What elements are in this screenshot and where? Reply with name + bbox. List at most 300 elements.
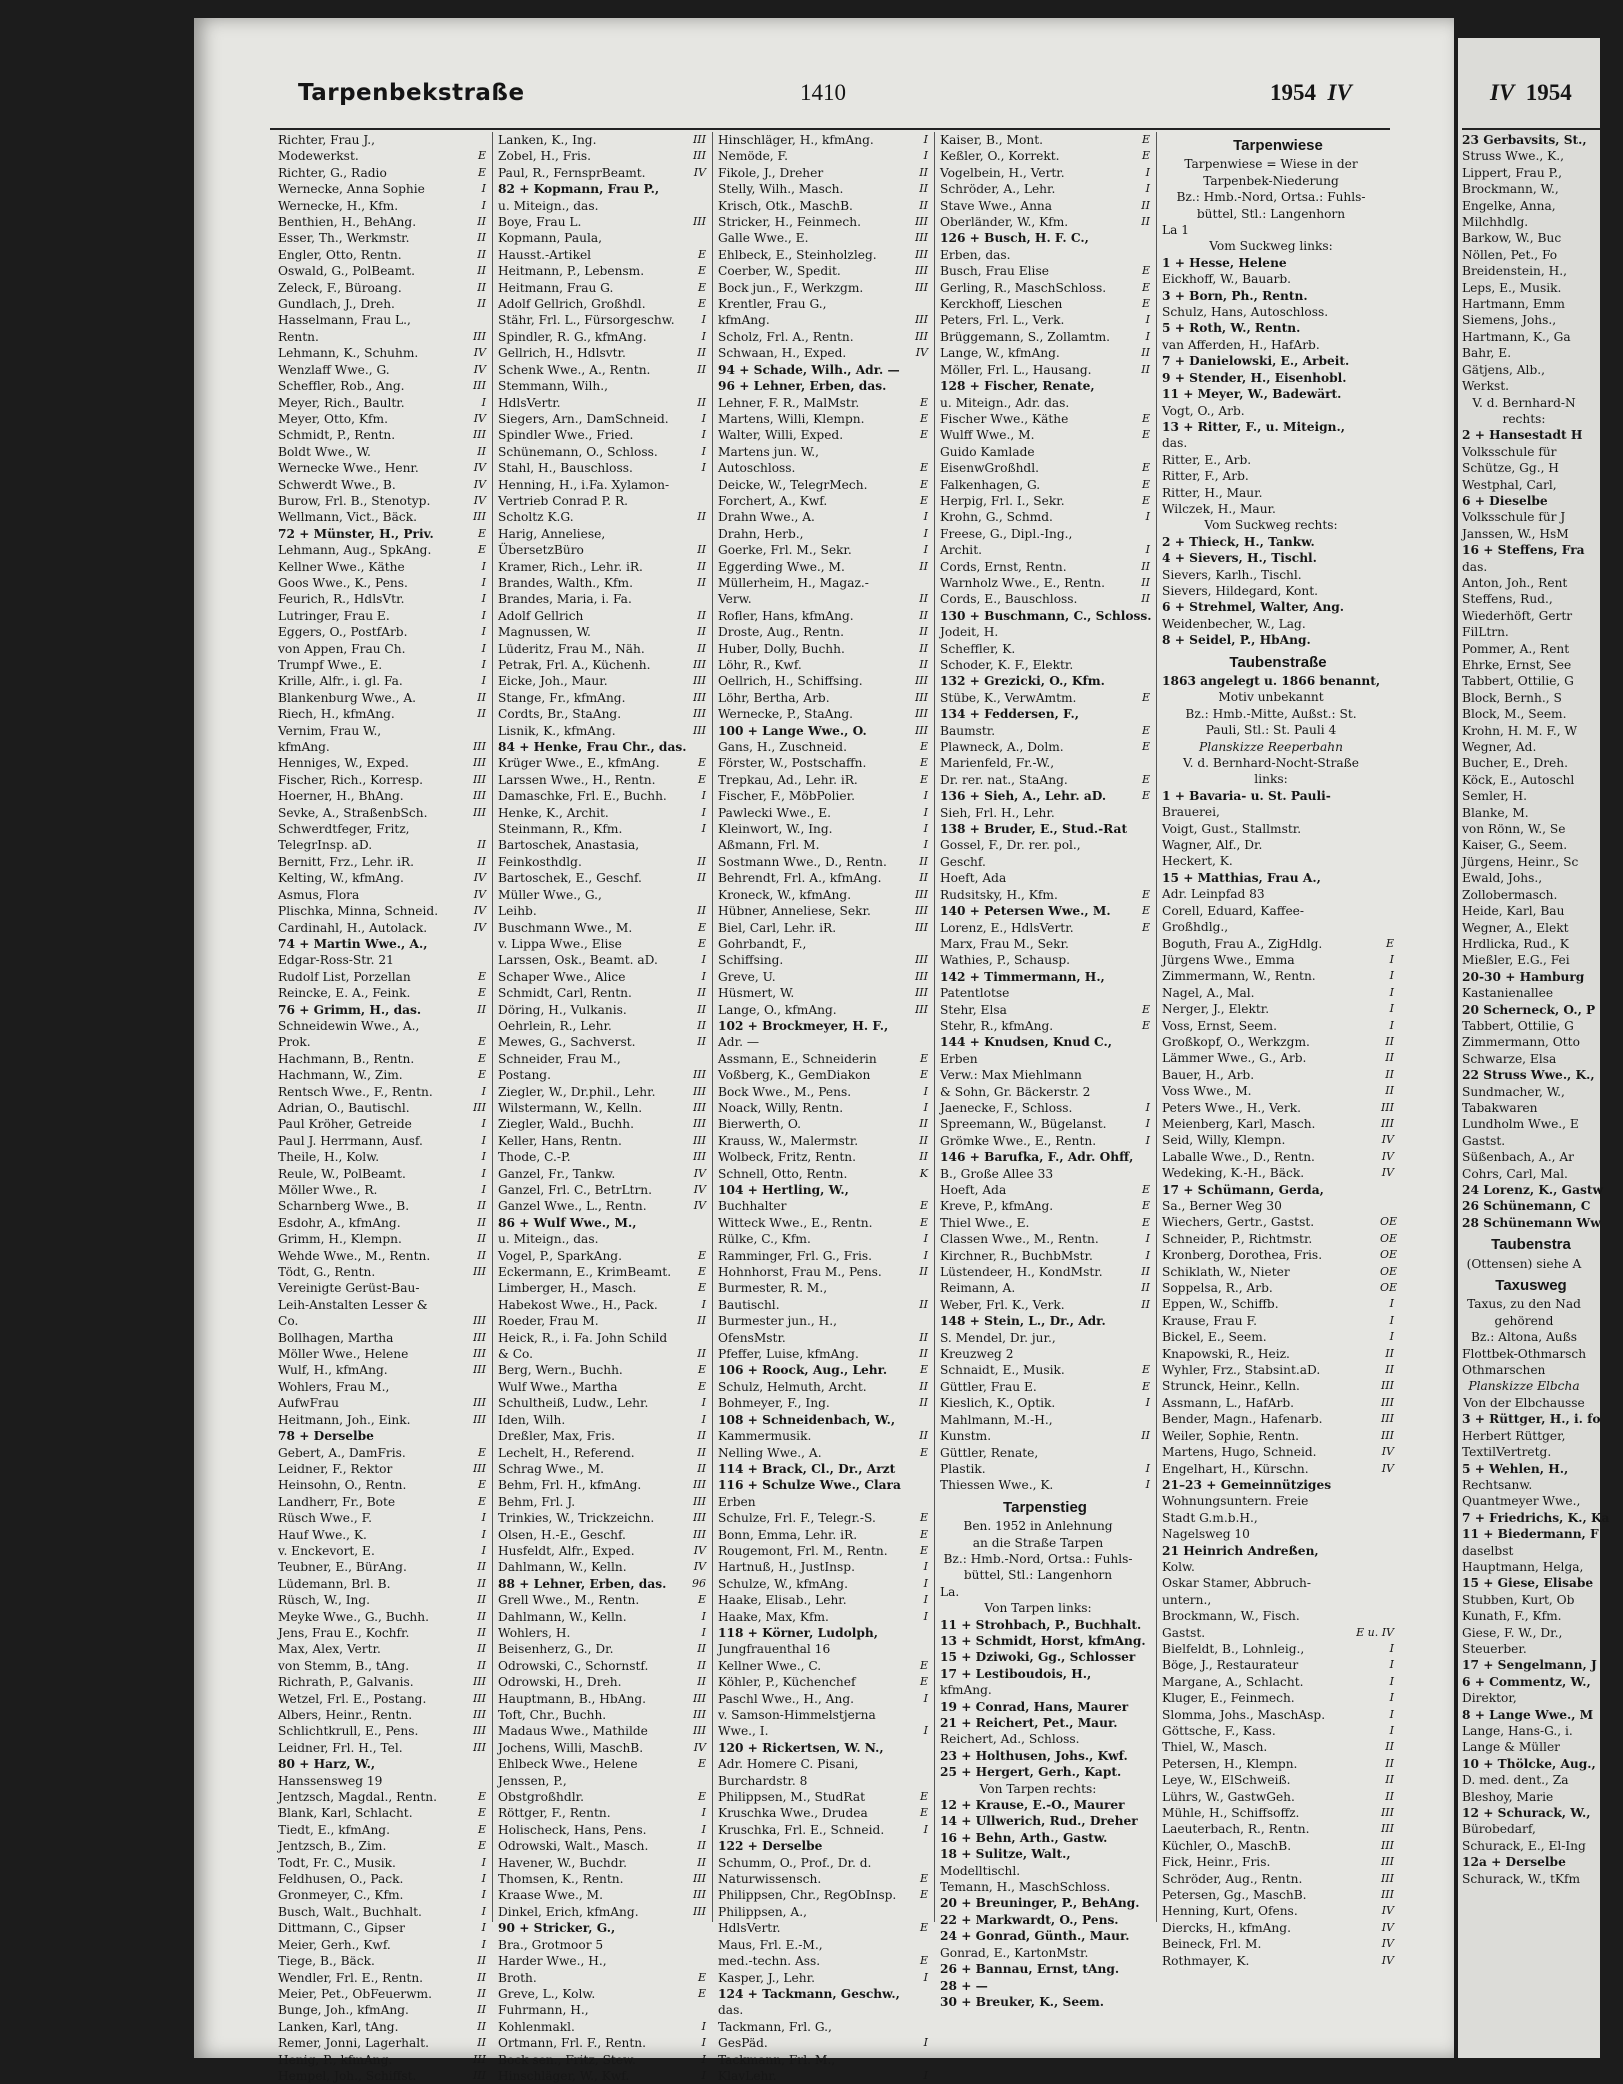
floor-marker bbox=[1586, 1690, 1600, 1706]
floor-marker: III bbox=[692, 723, 706, 737]
entry-text: 22 + Markwardt, O., Pens. bbox=[940, 1912, 1119, 1927]
floor-marker bbox=[1586, 624, 1600, 640]
entry-text: Tödt, G., Rentn. bbox=[278, 1265, 376, 1280]
directory-entry bbox=[278, 1543, 486, 1559]
directory-entry bbox=[1162, 1050, 1394, 1066]
directory-entry bbox=[278, 1313, 486, 1329]
directory-entry bbox=[1462, 1625, 1600, 1641]
floor-marker: E bbox=[919, 395, 928, 409]
entry-text: Kruschka Wwe., Drudea bbox=[718, 1806, 868, 1821]
floor-marker: IV bbox=[693, 1740, 706, 1754]
entry-text: D. med. dent., Za bbox=[1462, 1773, 1569, 1788]
directory-entry bbox=[1162, 1083, 1394, 1099]
entry-text: AufwFrau bbox=[278, 1396, 339, 1411]
entry-text: Köck, E., Autoschl bbox=[1462, 772, 1575, 787]
entry-text: Toft, Chr., Buchh. bbox=[498, 1708, 607, 1722]
directory-entry bbox=[940, 1002, 1150, 1018]
entry-text: Leye, W., ElSchweiß. bbox=[1162, 1773, 1291, 1788]
floor-marker: I bbox=[1145, 1248, 1150, 1262]
floor-marker bbox=[1586, 214, 1600, 230]
directory-entry bbox=[1162, 1132, 1394, 1148]
directory-entry bbox=[498, 1838, 706, 1854]
directory-entry bbox=[278, 1116, 486, 1132]
entry-text: Cordts, Br., StaAng. bbox=[498, 707, 622, 722]
floor-marker: E bbox=[1141, 920, 1150, 934]
directory-entry bbox=[1462, 1395, 1600, 1411]
entry-text: Wegner, Ad. bbox=[1462, 740, 1537, 755]
section-heading: Taubenstraße bbox=[1229, 653, 1327, 671]
directory-entry bbox=[940, 509, 1150, 525]
floor-marker bbox=[1586, 1592, 1600, 1608]
floor-marker bbox=[1586, 230, 1600, 246]
floor-marker: E bbox=[477, 543, 486, 557]
directory-entry bbox=[498, 1592, 706, 1608]
floor-marker bbox=[1586, 1723, 1600, 1739]
floor-marker bbox=[914, 296, 928, 312]
directory-entry bbox=[498, 1953, 706, 1969]
entry-text: Schwarze, Elsa bbox=[1462, 1051, 1557, 1066]
entry-text: Deicke, W., TelegrMech. bbox=[718, 477, 868, 492]
directory-entry bbox=[498, 1674, 706, 1690]
floor-marker: III bbox=[692, 149, 706, 163]
floor-marker: IV bbox=[1381, 1461, 1394, 1475]
directory-entry bbox=[278, 1166, 486, 1182]
entry-text: Berg, Wern., Buchh. bbox=[498, 1363, 623, 1378]
entry-text: Behm, Frl. J. bbox=[498, 1494, 576, 1509]
floor-marker: III bbox=[472, 1724, 486, 1738]
floor-marker: E bbox=[919, 1363, 928, 1377]
floor-marker: II bbox=[697, 1839, 706, 1853]
directory-entry bbox=[940, 1731, 1150, 1747]
directory-entry bbox=[1162, 706, 1394, 722]
floor-marker: E bbox=[1141, 789, 1150, 803]
entry-text: Göttsche, F., Kass. bbox=[1162, 1724, 1276, 1738]
directory-entry bbox=[1462, 952, 1600, 968]
directory-entry bbox=[498, 1084, 706, 1100]
directory-entry bbox=[718, 608, 928, 624]
entry-text: Lehmann, K., Schuhm. bbox=[278, 346, 419, 361]
floor-marker: II bbox=[919, 625, 928, 639]
entry-text: Sieh, Frl. H., Lehr. bbox=[940, 805, 1055, 820]
year: 1954 bbox=[1270, 80, 1316, 105]
entry-text: Feinkosthdlg. bbox=[498, 854, 582, 869]
directory-entry bbox=[718, 985, 928, 1001]
floor-marker: II bbox=[477, 1642, 486, 1656]
directory-entry bbox=[1162, 936, 1394, 952]
floor-marker bbox=[692, 1773, 706, 1789]
floor-marker: II bbox=[477, 2036, 486, 2050]
floor-marker: II bbox=[697, 1445, 706, 1459]
directory-entry bbox=[1462, 1805, 1600, 1821]
floor-marker: I bbox=[1145, 543, 1150, 557]
directory-entry bbox=[1462, 837, 1600, 853]
entry-text: Krause, Frau F. bbox=[1162, 1313, 1257, 1328]
entry-text: Tiedt, E., kfmAng. bbox=[278, 1822, 390, 1837]
directory-entry bbox=[278, 887, 486, 903]
entry-text: 80 + Harz, W., bbox=[278, 1757, 376, 1772]
entry-text: Jentzsch, B., Zim. bbox=[278, 1839, 387, 1854]
entry-text: Krauss, W., Malermstr. bbox=[718, 1133, 859, 1148]
entry-text: Spindler, R. G., kfmAng. bbox=[498, 329, 647, 344]
entry-text: Tabbert, Ottilie, G bbox=[1462, 1018, 1574, 1033]
floor-marker bbox=[472, 1280, 486, 1296]
directory-entry bbox=[278, 395, 486, 411]
directory-entry bbox=[718, 1953, 928, 1969]
directory-entry bbox=[718, 1970, 928, 1986]
floor-marker bbox=[1380, 173, 1394, 189]
floor-marker: II bbox=[477, 2003, 486, 2017]
directory-entry bbox=[278, 1970, 486, 1986]
directory-entry bbox=[278, 1904, 486, 1920]
floor-marker bbox=[1586, 657, 1600, 673]
page-number: 1410 bbox=[800, 80, 846, 105]
entry-text: Odrowski, Walt., Masch. bbox=[498, 1839, 649, 1854]
directory-entry bbox=[718, 312, 928, 328]
directory-entry bbox=[718, 1445, 928, 1461]
directory-entry bbox=[718, 1395, 928, 1411]
floor-marker: I bbox=[1389, 1641, 1394, 1655]
directory-entry bbox=[1162, 1854, 1394, 1870]
entry-text: Verw. bbox=[718, 592, 752, 607]
floor-marker bbox=[1586, 280, 1600, 296]
directory-entry bbox=[718, 969, 928, 985]
floor-marker: I bbox=[923, 1609, 928, 1623]
entry-text: 140 + Petersen Wwe., M. bbox=[940, 904, 1111, 919]
entry-text: 90 + Stricker, G., bbox=[498, 1921, 616, 1936]
floor-marker: E bbox=[1141, 1199, 1150, 1213]
directory-entry bbox=[1462, 1051, 1600, 1067]
entry-text: 11 + Meyer, W., Badewärt. bbox=[1162, 387, 1342, 402]
floor-marker: I bbox=[481, 625, 486, 639]
entry-text: Rudolf List, Porzellan bbox=[278, 969, 411, 984]
directory-entry bbox=[1162, 1707, 1394, 1723]
directory-entry bbox=[718, 2035, 928, 2051]
directory-entry bbox=[940, 969, 1150, 985]
entry-text: Stübe, K., VerwAmtm. bbox=[940, 690, 1077, 705]
entry-text: Ortmann, Frl. F., Rentn. bbox=[498, 2036, 646, 2051]
entry-text: Schoder, K. F., Elektr. bbox=[940, 658, 1074, 672]
floor-marker: I bbox=[481, 1888, 486, 1902]
floor-marker: III bbox=[914, 887, 928, 901]
floor-marker: II bbox=[919, 608, 928, 622]
entry-text: 12a + Derselbe bbox=[1462, 1855, 1566, 1870]
directory-entry bbox=[498, 1641, 706, 1657]
entry-text: 7 + Danielowski, E., Arbeit. bbox=[1162, 354, 1350, 369]
floor-marker bbox=[1136, 657, 1150, 673]
floor-marker: E bbox=[919, 1675, 928, 1689]
directory-entry bbox=[718, 1609, 928, 1625]
directory-entry bbox=[718, 148, 928, 164]
directory-entry bbox=[278, 673, 486, 689]
floor-marker: III bbox=[472, 1740, 486, 1754]
directory-entry bbox=[498, 1395, 706, 1411]
directory-entry bbox=[940, 624, 1150, 640]
entry-text: Stähr, Frl. L., Fürsorgeschw. bbox=[498, 313, 675, 328]
floor-marker bbox=[1136, 1051, 1150, 1067]
entry-text: Kruschka, Frl. E., Schneid. bbox=[718, 1822, 885, 1837]
entry-text: Henke, K., Archit. bbox=[498, 805, 609, 820]
entry-text: Leihb. bbox=[498, 904, 537, 919]
directory-entry bbox=[498, 608, 706, 624]
directory-entry bbox=[498, 378, 706, 394]
directory-entry bbox=[1162, 370, 1394, 386]
floor-marker: III bbox=[472, 1314, 486, 1328]
floor-marker: E bbox=[1141, 1002, 1150, 1016]
floor-marker: II bbox=[697, 346, 706, 360]
entry-text: Fischer, Rich., Korresp. bbox=[278, 772, 424, 787]
entry-text: Trumpf Wwe., E. bbox=[278, 658, 383, 672]
directory-entry bbox=[278, 1215, 486, 1231]
directory-entry bbox=[278, 296, 486, 312]
directory-entry bbox=[1162, 1559, 1394, 1575]
entry-text: 20 + Breuninger, P., BehAng. bbox=[940, 1896, 1140, 1911]
directory-entry bbox=[718, 575, 928, 591]
directory-entry bbox=[1462, 395, 1600, 411]
floor-marker: II bbox=[477, 280, 486, 294]
entry-text: Schiklath, W., Nieter bbox=[1162, 1264, 1290, 1279]
entry-text: Grimm, H., Klempn. bbox=[278, 1232, 402, 1247]
entry-text: Plawneck, A., Dolm. bbox=[940, 740, 1064, 755]
directory-column-5 bbox=[1162, 132, 1398, 2032]
directory-entry bbox=[278, 509, 486, 525]
floor-marker: III bbox=[914, 247, 928, 261]
entry-text: Autoschloss. bbox=[718, 461, 796, 476]
directory-entry bbox=[940, 1699, 1150, 1715]
directory-entry bbox=[940, 887, 1150, 903]
directory-entry bbox=[498, 1625, 706, 1641]
entry-text: Jürgens Wwe., Emma bbox=[1162, 952, 1295, 967]
floor-marker: IV bbox=[915, 346, 928, 360]
entry-text: Fischer Wwe., Käthe bbox=[940, 411, 1069, 426]
right-year: 1954 bbox=[1525, 80, 1572, 105]
floor-marker bbox=[1140, 1895, 1154, 1911]
directory-entry bbox=[940, 821, 1150, 837]
floor-marker: I bbox=[1389, 1297, 1394, 1311]
floor-marker: II bbox=[697, 1675, 706, 1689]
entry-text: & Sohn, Gr. Bäckerstr. 2 bbox=[940, 1084, 1091, 1099]
entry-text: Greve, U. bbox=[718, 969, 776, 984]
entry-text: Stelly, Wilh., Masch. bbox=[718, 182, 844, 197]
entry-text: 88 + Lehner, Erben, das. bbox=[498, 1576, 667, 1591]
floor-marker: I bbox=[923, 822, 928, 836]
floor-marker bbox=[1586, 1395, 1600, 1411]
entry-text: 10 + Thölcke, Aug., bbox=[1462, 1756, 1596, 1771]
floor-marker bbox=[1380, 206, 1394, 222]
floor-marker: II bbox=[697, 1658, 706, 1672]
entry-text: links: bbox=[1254, 772, 1288, 787]
entry-text: Zeleck, F., Büroang. bbox=[278, 280, 402, 295]
floor-marker: II bbox=[919, 165, 928, 179]
directory-entry bbox=[1462, 985, 1600, 1001]
entry-text: Hauptmann, Helga, bbox=[1462, 1559, 1584, 1574]
entry-text: 11 + Biedermann, F bbox=[1462, 1527, 1599, 1542]
floor-marker bbox=[1136, 1682, 1150, 1698]
directory-entry bbox=[278, 427, 486, 443]
entry-text: Wohlers, Frau M., bbox=[278, 1379, 390, 1394]
directory-entry bbox=[1462, 132, 1600, 148]
entry-text: Hohnhorst, Frau M., Pens. bbox=[718, 1265, 882, 1280]
floor-marker bbox=[1380, 689, 1394, 705]
entry-text: Remer, Jonni, Lagerhalt. bbox=[278, 2036, 429, 2051]
floor-marker bbox=[1586, 1444, 1600, 1460]
entry-text: Martens, Willi, Klempn. bbox=[718, 411, 865, 426]
entry-text: Freese, G., Dipl.-Ing., bbox=[940, 526, 1073, 541]
floor-marker bbox=[1136, 1961, 1150, 1977]
directory-entry bbox=[1162, 1493, 1394, 1509]
entry-text: Stehr, R., kfmAng. bbox=[940, 1018, 1054, 1033]
floor-marker: E bbox=[919, 756, 928, 770]
directory-entry bbox=[278, 1034, 486, 1050]
floor-marker: III bbox=[692, 674, 706, 688]
floor-marker: E bbox=[697, 1790, 706, 1804]
entry-text: Ganzel Wwe., L., Rentn. bbox=[498, 1199, 647, 1214]
directory-entry bbox=[718, 411, 928, 427]
floor-marker: II bbox=[1385, 1084, 1394, 1098]
entry-text: 13 + Schmidt, Horst, kfmAng. bbox=[940, 1633, 1146, 1648]
directory-entry bbox=[718, 887, 928, 903]
directory-entry bbox=[718, 444, 928, 460]
directory-entry bbox=[718, 1461, 928, 1477]
floor-marker bbox=[1380, 755, 1394, 771]
floor-marker: III bbox=[1380, 1412, 1394, 1426]
entry-text: HdlsVertr. bbox=[718, 1921, 781, 1936]
directory-entry bbox=[1162, 206, 1394, 222]
entry-text: 21 Heinrich Andreßen, bbox=[1162, 1543, 1319, 1558]
entry-text: Ganzel, Fr., Tankw. bbox=[498, 1166, 616, 1181]
directory-entry bbox=[1462, 854, 1600, 870]
entry-text: Wedeking, K.-H., Bäck. bbox=[1162, 1166, 1305, 1181]
floor-marker: III bbox=[914, 723, 928, 737]
entry-text: Richter, Frau J., bbox=[278, 133, 376, 147]
entry-text: Kastanienallee bbox=[1462, 986, 1554, 1001]
floor-marker: E bbox=[477, 1839, 486, 1853]
entry-text: Kronberg, Dorothea, Fris. bbox=[1162, 1248, 1323, 1263]
entry-text: Kaiser, G., Seem. bbox=[1462, 838, 1568, 853]
directory-entry bbox=[1162, 952, 1394, 968]
floor-marker bbox=[1380, 739, 1394, 755]
entry-text: Keller, Hans, Rentn. bbox=[498, 1133, 622, 1148]
entry-text: u. Miteign., das. bbox=[498, 1232, 599, 1247]
directory-entry bbox=[940, 1018, 1150, 1034]
floor-marker: I bbox=[701, 461, 706, 475]
entry-text: Schröder, A., Lehr. bbox=[940, 182, 1056, 197]
entry-text: Döring, H., Vulkanis. bbox=[498, 1002, 627, 1017]
directory-entry bbox=[498, 1805, 706, 1821]
directory-entry bbox=[278, 542, 486, 558]
floor-marker: E u. IV bbox=[1356, 1625, 1394, 1639]
directory-entry bbox=[718, 1034, 928, 1050]
directory-entry bbox=[940, 936, 1150, 952]
entry-text: Rüsch Wwe., F. bbox=[278, 1511, 373, 1526]
directory-entry bbox=[498, 132, 706, 148]
directory-column-3 bbox=[718, 132, 928, 2083]
floor-marker: II bbox=[1141, 1297, 1150, 1311]
entry-text: Paschl Wwe., H., Ang. bbox=[718, 1691, 854, 1706]
entry-text: Spindler Wwe., Fried. bbox=[498, 428, 634, 443]
floor-marker: IV bbox=[1381, 1937, 1394, 1951]
directory-entry bbox=[718, 1559, 928, 1575]
directory-entry bbox=[940, 1182, 1150, 1198]
floor-marker: III bbox=[472, 1396, 486, 1410]
directory-entry bbox=[940, 427, 1150, 443]
directory-entry bbox=[278, 1018, 486, 1034]
entry-text: Henning, H., i.Fa. Xylamon- bbox=[498, 477, 670, 492]
directory-entry bbox=[1162, 788, 1394, 804]
entry-text: Böge, J., Restaurateur bbox=[1162, 1658, 1299, 1673]
floor-marker: E bbox=[697, 1265, 706, 1279]
floor-marker bbox=[1136, 1797, 1150, 1813]
floor-marker bbox=[1586, 1428, 1600, 1444]
entry-text: Kluger, E., Feinmech. bbox=[1162, 1691, 1295, 1706]
directory-entry bbox=[498, 723, 706, 739]
floor-marker: E bbox=[697, 920, 706, 934]
directory-entry bbox=[1462, 477, 1600, 493]
volume: IV bbox=[1327, 80, 1352, 105]
floor-marker bbox=[1380, 1182, 1394, 1198]
directory-entry bbox=[1462, 739, 1600, 755]
floor-marker bbox=[692, 230, 706, 246]
floor-marker bbox=[1586, 1346, 1600, 1362]
directory-entry bbox=[278, 854, 486, 870]
entry-text: 1863 angelegt u. 1866 benannt, bbox=[1162, 674, 1381, 688]
entry-text: La. bbox=[940, 1584, 960, 1599]
floor-marker bbox=[1586, 1329, 1600, 1345]
entry-text: Sievers, Hildegard, Kont. bbox=[1162, 583, 1319, 598]
entry-text: Damaschke, Frl. E., Buchh. bbox=[498, 789, 667, 804]
entry-text: Voßberg, K., GemDiakon bbox=[718, 1068, 871, 1083]
directory-entry bbox=[1462, 509, 1600, 525]
entry-text: Nöllen, Pet., Fo bbox=[1462, 247, 1558, 262]
entry-text: Eckermann, E., KrimBeamt. bbox=[498, 1265, 672, 1280]
floor-marker bbox=[1136, 985, 1150, 1001]
floor-marker: II bbox=[477, 690, 486, 704]
entry-text: Eicke, Joh., Maur. bbox=[498, 674, 608, 689]
directory-entry bbox=[718, 1707, 928, 1723]
floor-marker: III bbox=[472, 2052, 486, 2066]
entry-text: 13 + Ritter, F., u. Miteign., bbox=[1162, 419, 1345, 434]
entry-text: Co. bbox=[278, 1314, 299, 1329]
entry-text: Thiessen Wwe., K. bbox=[940, 1478, 1054, 1493]
directory-entry bbox=[718, 1198, 928, 1214]
directory-entry bbox=[940, 985, 1150, 1001]
floor-marker: I bbox=[923, 1232, 928, 1246]
entry-text: Stehr, Elsa bbox=[940, 1002, 1007, 1017]
floor-marker: IV bbox=[473, 871, 486, 885]
entry-text: S. Mendel, Dr. jur., bbox=[940, 1330, 1056, 1345]
floor-marker: III bbox=[472, 756, 486, 770]
entry-text: Bonn, Emma, Lehr. iR. bbox=[718, 1527, 858, 1542]
floor-marker: III bbox=[692, 1888, 706, 1902]
directory-entry bbox=[718, 345, 928, 361]
directory-entry bbox=[718, 1625, 928, 1641]
directory-entry bbox=[278, 1609, 486, 1625]
entry-text: Edgar-Ross-Str. 21 bbox=[278, 953, 394, 968]
entry-text: Brüggemann, S., Zollamtm. bbox=[940, 329, 1111, 344]
directory-entry bbox=[940, 1928, 1150, 1944]
floor-marker bbox=[1136, 378, 1150, 394]
floor-marker: E bbox=[919, 1445, 928, 1459]
floor-marker bbox=[1136, 870, 1150, 886]
floor-marker: I bbox=[701, 805, 706, 819]
floor-marker bbox=[1380, 673, 1394, 689]
entry-text: v. Lippa Wwe., Elise bbox=[498, 936, 622, 951]
entry-text: 142 + Timmermann, H., bbox=[940, 969, 1105, 984]
floor-marker bbox=[1136, 1313, 1150, 1329]
floor-marker: I bbox=[923, 1248, 928, 1262]
floor-marker: OE bbox=[1380, 1231, 1398, 1245]
entry-text: Peters, Frl. L., Verk. bbox=[940, 313, 1065, 328]
floor-marker: I bbox=[481, 1150, 486, 1164]
